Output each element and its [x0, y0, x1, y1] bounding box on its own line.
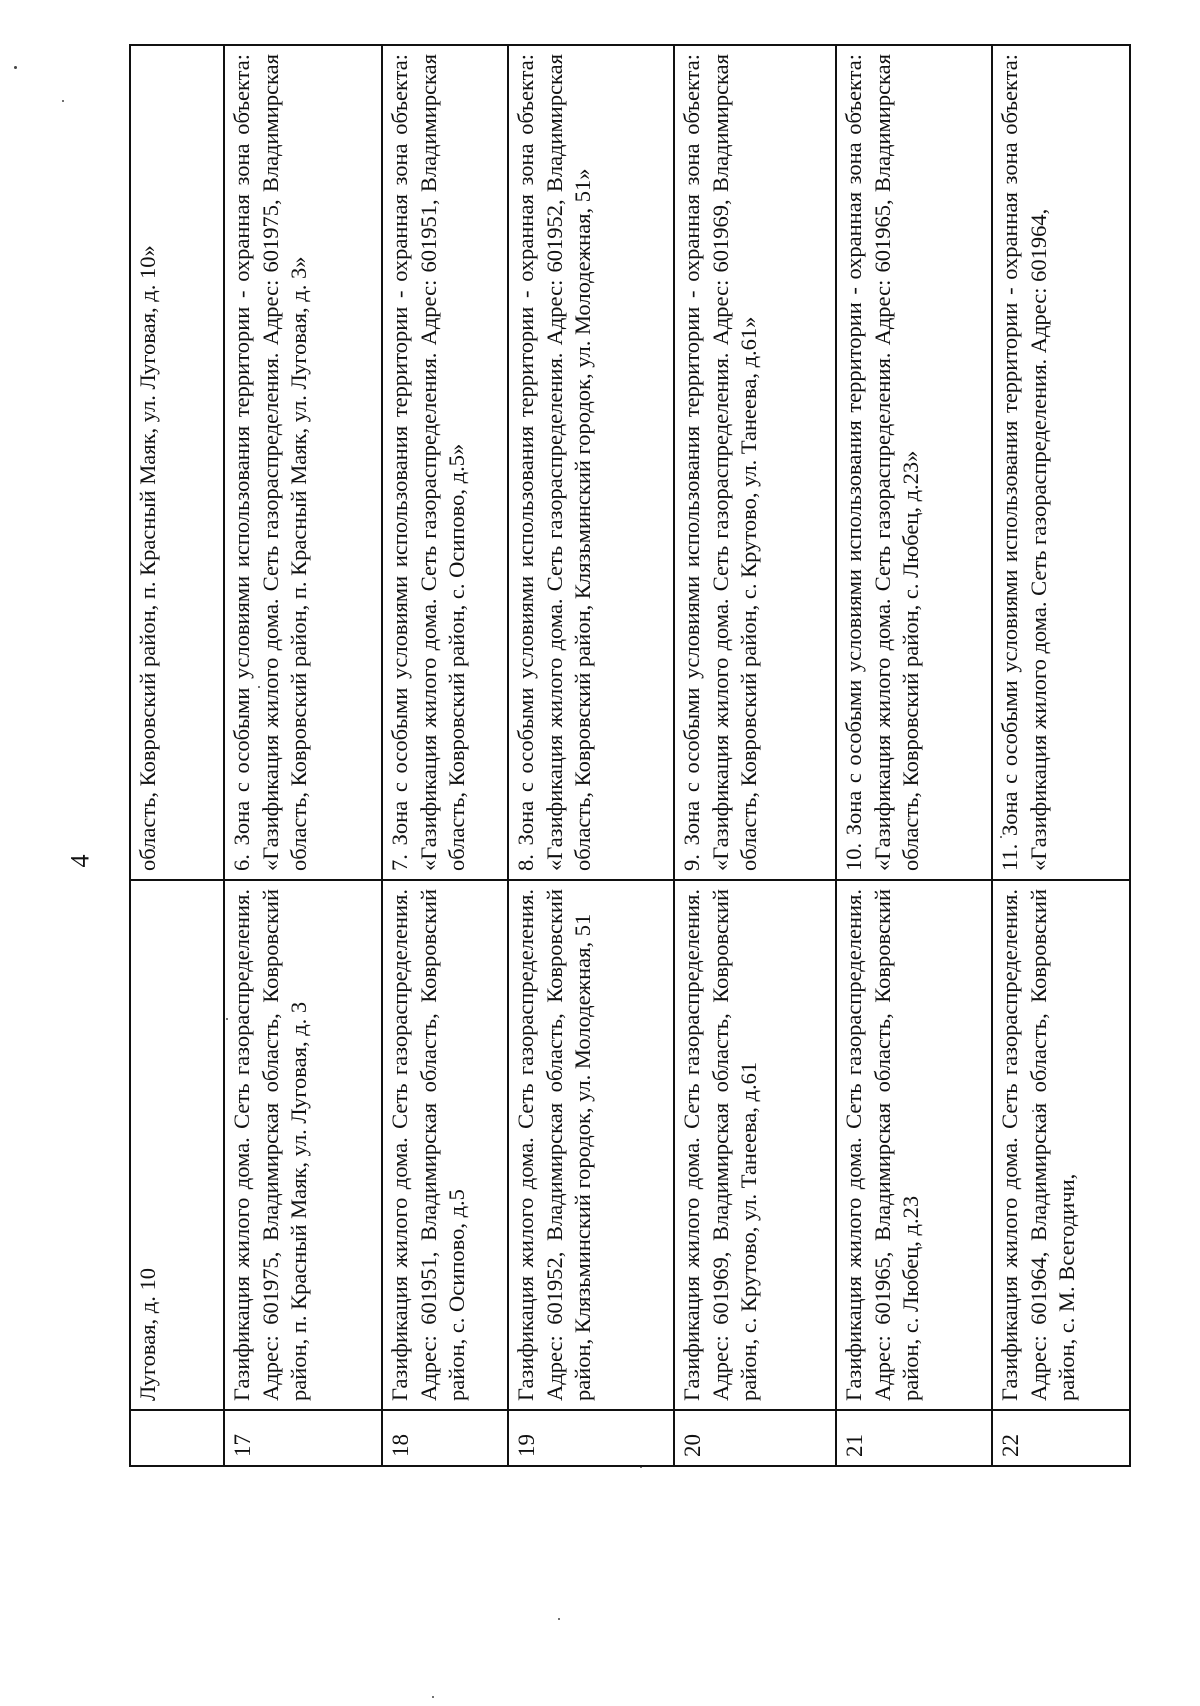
- object-cell: Газификация жилого дома. Сеть газораспределения. Адрес: 601951, Владимирская область, Ковровский район, с. Осипово, д.5: [382, 880, 508, 1410]
- object-cell: Газификация жилого дома. Сеть газораспределения. Адрес: 601964, Владимирская область, Ковровский район, с. М. Всегодичи,: [992, 880, 1130, 1410]
- object-cell: Газификация жилого дома. Сеть газораспределения. Адрес: 601965, Владимирская область, Ковровский район, с. Любец, д.23: [836, 880, 992, 1410]
- row-number-cell: 21: [836, 1410, 992, 1466]
- zone-cell: 10. Зона с особыми условиями использования территории - охранная зона объекта: «Газификация жилого дома. Сеть газораспределения. Адрес: 601965, Владимирская область, Ковровский район, с. Любец, д.23»: [836, 45, 992, 880]
- page-number: 4: [65, 854, 95, 868]
- row-number-cell: 18: [382, 1410, 508, 1466]
- zone-cell: 9. Зона с особыми условиями использования территории - охранная зона объекта: «Газификация жилого дома. Сеть газораспределения. Адрес: 601969, Владимирская область, Ковровский район, с. Крутово, ул. Танеева, д.61»: [674, 45, 836, 880]
- table-row: [508, 45, 674, 1466]
- row-number-cell: 22: [992, 1410, 1130, 1466]
- table-row: [992, 45, 1130, 1466]
- scan-speck: [14, 66, 17, 69]
- row-number-cell: [130, 1410, 224, 1466]
- scan-speck: [558, 1618, 560, 1620]
- zone-cell: 6. Зона с особыми условиями использования территории - охранная зона объекта: «Газификация жилого дома. Сеть газораспределения. Адрес: 601975, Владимирская область, Ковровский район, п. Красный Маяк, ул. Луговая, д. 3»: [224, 45, 382, 880]
- zone-cell: область, Ковровский район, п. Красный Маяк, ул. Луговая, д. 10»: [130, 45, 224, 880]
- object-cell: Луговая, д. 10: [130, 880, 224, 1410]
- table-row: [224, 45, 382, 1466]
- zones-table: [129, 44, 1131, 1467]
- table-row: [130, 45, 224, 1466]
- rotated-document-sheet: [129, 44, 1095, 1467]
- table-row: [836, 45, 992, 1466]
- scan-speck: [62, 100, 64, 102]
- zone-cell: 7. Зона с особыми условиями использования территории - охранная зона объекта: «Газификация жилого дома. Сеть газораспределения. Адрес: 601951, Владимирская область, Ковровский район, с. Осипово, д.5»: [382, 45, 508, 880]
- row-number-cell: 17: [224, 1410, 382, 1466]
- zone-cell: 11. Зона с особыми условиями использования территории - охранная зона объекта: «Газификация жилого дома. Сеть газораспределения. Адрес: 601964,: [992, 45, 1130, 880]
- row-number-cell: 20: [674, 1410, 836, 1466]
- object-cell: Газификация жилого дома. Сеть газораспределения. Адрес: 601952, Владимирская область, Ковровский район, Клязьминский городок, ул. Молодежная, 51: [508, 880, 674, 1410]
- object-cell: Газификация жилого дома. Сеть газораспределения. Адрес: 601969, Владимирская область, Ковровский район, с. Крутово, ул. Танеева, д.61: [674, 880, 836, 1410]
- zone-cell: 8. Зона с особыми условиями использования территории - охранная зона объекта: «Газификация жилого дома. Сеть газораспределения. Адрес: 601952, Владимирская область, Ковровский район, Клязьминский городок, ул. Молодежная, 51»: [508, 45, 674, 880]
- object-cell: Газификация жилого дома. Сеть газораспределения. Адрес: 601975, Владимирская область, Ковровский район, п. Красный Маяк, ул. Луговая, д. 3: [224, 880, 382, 1410]
- scan-speck: [432, 1696, 434, 1698]
- row-number-cell: 19: [508, 1410, 674, 1466]
- table-row: [674, 45, 836, 1466]
- table-row: [382, 45, 508, 1466]
